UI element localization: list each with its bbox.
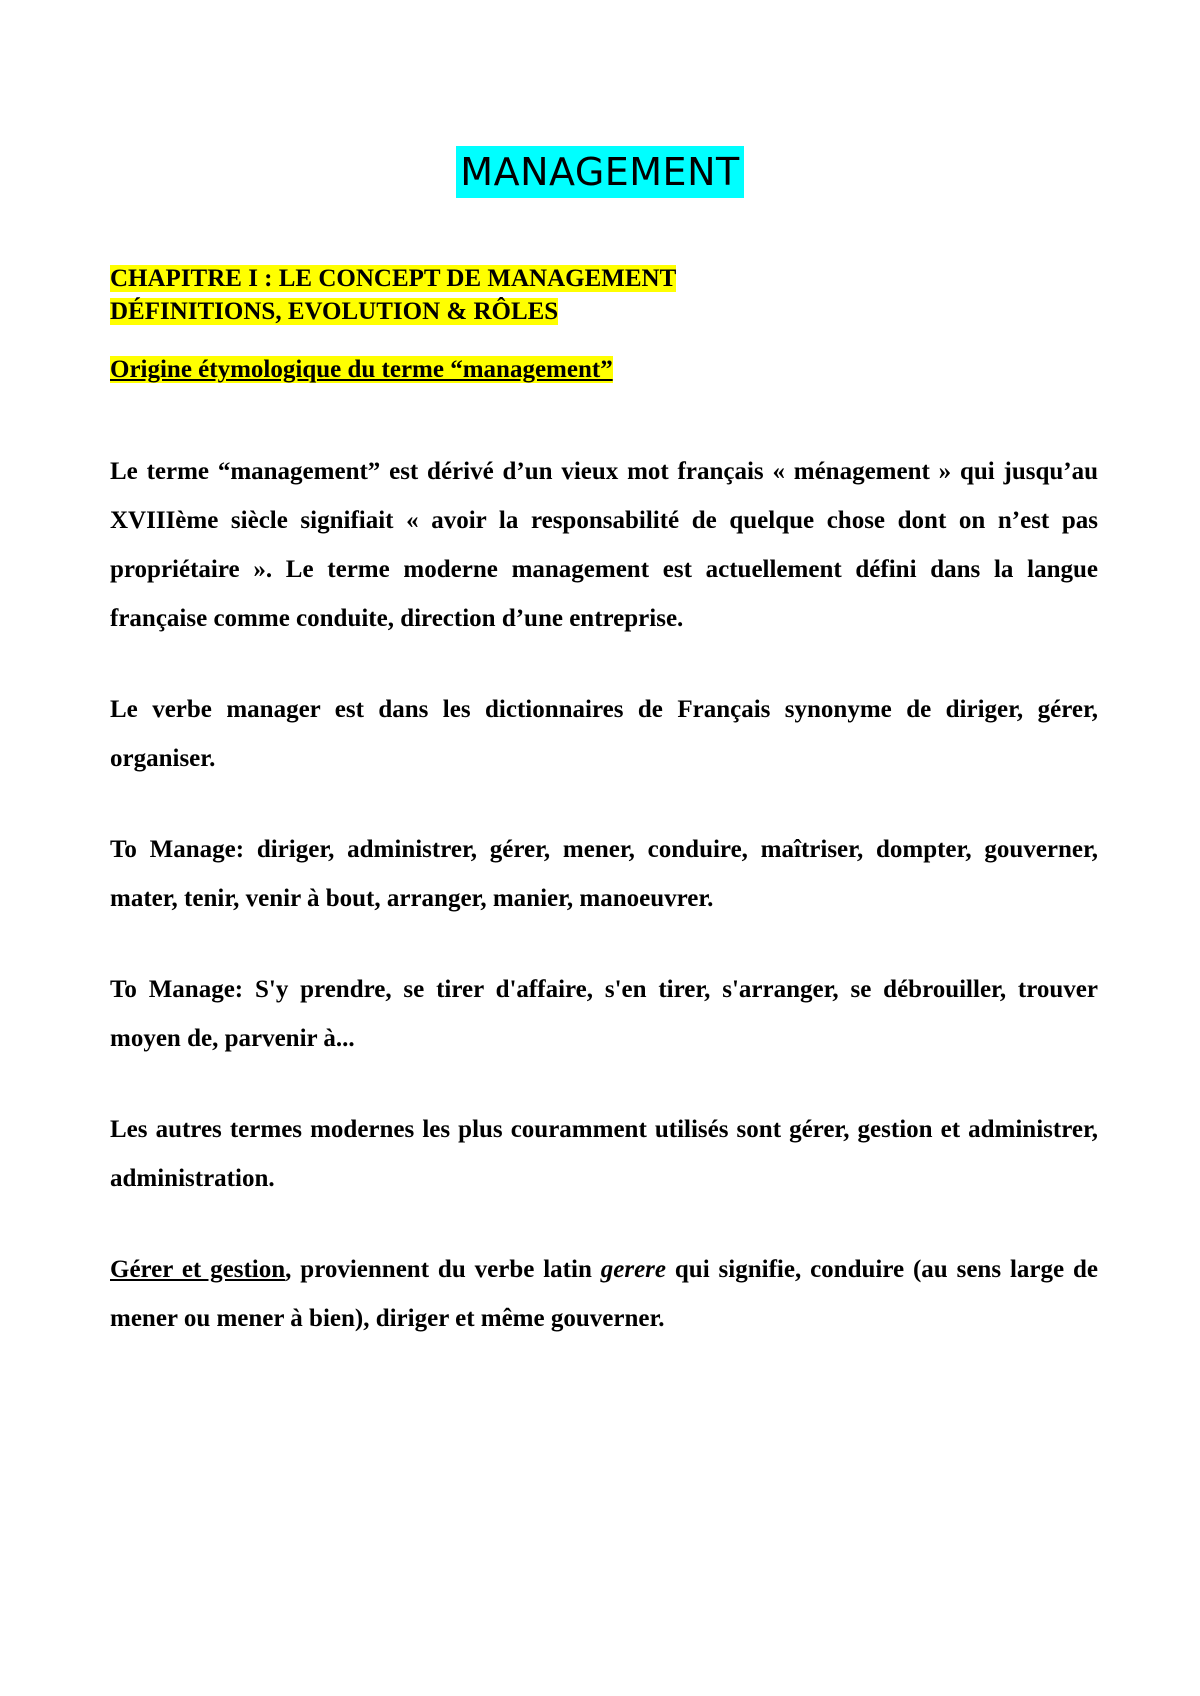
paragraph-gerer-gestion [110,1245,1098,1343]
chapter-heading-line-1: CHAPITRE I : LE CONCEPT DE MANAGEMENT [110,265,677,292]
section-heading-wrapper [110,353,1098,386]
latin-word-gerere: gerere [600,1256,666,1283]
gerer-gestion-text-1: , proviennent du verbe latin [285,1256,601,1283]
paragraph-to-manage-1: To Manage: diriger, administrer, gérer, mener, conduire, maîtriser, dompter, gouverner, mater, tenir, venir à bout, arranger, manier, manoeuvrer. [110,836,1098,912]
section-heading: Origine étymologique du terme “management” [110,356,613,383]
gerer-gestion-term: Gérer et gestion [110,1256,286,1283]
title-wrapper [0,146,1200,198]
paragraph-to-manage-2: To Manage: S'y prendre, se tirer d'affaire, s'en tirer, s'arranger, se débrouiller, trouver moyen de, parvenir à... [110,976,1098,1052]
chapter-heading-line-2: DÉFINITIONS, EVOLUTION & RÔLES [110,298,559,325]
chapter-heading [110,262,1098,328]
paragraph-etymology: Le terme “management” est dérivé d’un vieux mot français « ménagement » qui jusqu’au XVIIIème siècle signifiait « avoir la responsabilité de quelque chose dont on n’est pas propriétaire ». Le terme moderne management est actuellement défini dans la langue française comme conduite, direction d’une entreprise. [110,458,1098,632]
paragraph-other-terms: Les autres termes modernes les plus couramment utilisés sont gérer, gestion et administrer, administration. [110,1116,1098,1192]
document-body [110,262,1098,1343]
document-title: MANAGEMENT [456,146,743,198]
paragraph-verb-manager: Le verbe manager est dans les dictionnaires de Français synonyme de diriger, gérer, organiser. [110,696,1098,772]
gerer-gestion-text-2: qui signifie, conduire (au sens large de mener ou mener à bien), diriger et même gouverner. [110,1256,1099,1332]
